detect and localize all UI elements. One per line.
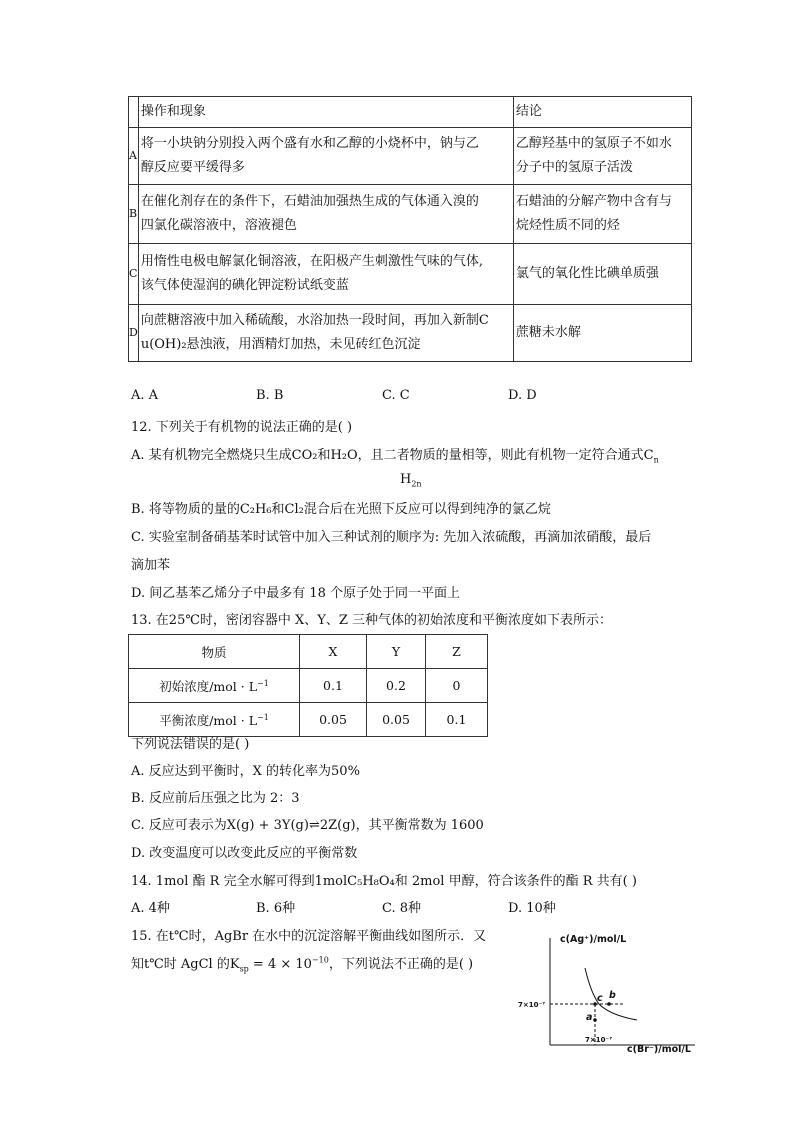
q12-stem: 12. 下列关于有机物的说法正确的是( ) — [131, 420, 353, 435]
table-row — [129, 703, 488, 737]
q14-option-b: B. 6种 — [256, 901, 296, 916]
q12-a-cont-text: H — [400, 472, 412, 487]
q14-option-a: A. 4种 — [131, 901, 170, 916]
row-label: D — [129, 305, 139, 362]
q12-a-cont-sub: 2n — [411, 479, 422, 489]
q12-option-c-cont: 滴加苯 — [131, 558, 171, 573]
row-label-initial — [129, 669, 300, 703]
op-line: 四氯化碳溶液中，溶液褪色 — [140, 218, 297, 233]
point-b — [607, 1002, 611, 1006]
cell-value: 0.2 — [367, 669, 426, 703]
cell-value: 0.1 — [300, 669, 367, 703]
op-line: u(OH)₂悬浊液，用酒精灯加热，未见砖红色沉淀 — [140, 337, 421, 352]
header-conclusion: 结论 — [513, 97, 691, 128]
q15-stem-text: 知t℃时 AgCl 的K — [131, 957, 240, 972]
table-row — [129, 244, 692, 305]
cell-value: 0 — [426, 669, 488, 703]
operation-cell — [138, 244, 513, 305]
point-a-label: a — [586, 1012, 593, 1023]
header-operation: 操作和现象 — [138, 97, 513, 128]
row-label-equilibrium — [129, 703, 300, 737]
cell-value: 0.05 — [300, 703, 367, 737]
q14-stem: 14. 1mol 酯 R 完全水解可得到1molC₅H₈O₄和 2mol 甲醇，符合该条件的酯 R 共有( ) — [131, 874, 637, 889]
operation-cell — [138, 185, 513, 244]
unit-sup: −1 — [257, 712, 269, 722]
q15-stem-line2 — [131, 953, 473, 974]
conclusion-line: 烷烃性质不同的烃 — [515, 218, 620, 233]
point-c-label: c — [597, 993, 603, 1004]
q13-ask: 下列说法错误的是( ) — [131, 737, 250, 752]
cell-value: 0.1 — [426, 703, 488, 737]
q15-stem-end: ，下列说法不正确的是( ) — [328, 957, 474, 972]
q15-ksp-value: = 4 × 10 — [248, 957, 312, 972]
q12-a-text: A. 某有机物完全燃烧只生成CO₂和H₂O，且二者物质的量相等，则此有机物一定符合通式C — [131, 448, 654, 463]
header-substance: 物质 — [129, 635, 300, 669]
q12-option-b: B. 将等物质的量的C₂H₆和Cl₂混合后在光照下反应可以得到纯净的氯乙烷 — [131, 502, 551, 517]
solubility-curve-graph — [515, 930, 700, 1055]
op-line: 在催化剂存在的条件下，石蜡油加强热生成的气体通入溴的 — [140, 194, 479, 209]
y-axis-label: c(Ag⁺)/mol/L — [560, 934, 627, 945]
table-row — [129, 669, 488, 703]
option-b: B. B — [256, 388, 284, 403]
q13-option-a: A. 反应达到平衡时，X 的转化率为50% — [131, 764, 360, 779]
table-corner — [129, 97, 139, 128]
ksp-sub: sp — [239, 964, 249, 974]
table-row — [129, 635, 488, 669]
table-row — [129, 305, 692, 362]
conclusion-line: 石蜡油的分解产物中含有与 — [515, 194, 672, 209]
op-line: 用惰性电极电解氯化铜溶液，在阳极产生刺激性气味的气体, — [140, 254, 483, 269]
operation-cell — [138, 128, 513, 185]
equilibrium-label: 平衡浓度/mol · L — [159, 712, 257, 728]
q13-option-c: C. 反应可表示为X(g) + 3Y(g)⇌2Z(g)，其平衡常数为 1600 — [131, 818, 484, 833]
q13-option-d: D. 改变温度可以改变此反应的平衡常数 — [131, 846, 358, 861]
operation-cell — [138, 305, 513, 362]
point-a — [593, 1018, 597, 1022]
x-tick-label: 7×10⁻⁷ — [585, 1036, 613, 1044]
x-axis-label: c(Br⁻)/mol/L — [627, 1044, 691, 1055]
option-d: D. D — [508, 388, 537, 403]
unit-sup: −1 — [257, 678, 269, 688]
point-b-label: b — [609, 990, 616, 1001]
row-label: B — [129, 185, 139, 244]
q12-a-sub: n — [653, 455, 659, 465]
op-line: 醇反应要平缓得多 — [140, 160, 245, 175]
option-a: A. A — [131, 388, 159, 403]
q14-option-c: C. 8种 — [382, 901, 422, 916]
experiment-table — [128, 96, 692, 362]
q12-option-d: D. 间乙基苯乙烯分子中最多有 18 个原子处于同一平面上 — [131, 586, 461, 601]
cell-value: 0.05 — [367, 703, 426, 737]
op-line: 该气体使湿润的碘化钾淀粉试纸变蓝 — [140, 278, 349, 293]
ksp-exponent: −10 — [311, 955, 329, 965]
q12-option-c: C. 实验室制备硝基苯时试管中加入三种试剂的顺序为: 先加入浓硫酸，再滴加浓硝酸，最后 — [131, 530, 652, 545]
conclusion-cell — [513, 185, 691, 244]
q12-option-a — [131, 444, 659, 465]
conclusion-cell: 蔗糖未水解 — [513, 305, 691, 362]
header-x: X — [300, 635, 367, 669]
conclusion-cell: 氯气的氧化性比碘单质强 — [513, 244, 691, 305]
conclusion-cell — [513, 128, 691, 185]
q13-option-b: B. 反应前后压强之比为 2：3 — [131, 791, 300, 806]
q15-stem-line1: 15. 在t℃时，AgBr 在水中的沉淀溶解平衡曲线如图所示．又 — [131, 929, 487, 944]
concentration-table — [128, 634, 488, 737]
header-y: Y — [367, 635, 426, 669]
table-row — [129, 128, 692, 185]
op-line: 将一小块钠分别投入两个盛有水和乙醇的小烧杯中，钠与乙 — [140, 136, 479, 151]
conclusion-line: 分子中的氢原子活泼 — [515, 160, 633, 175]
op-line: 向蔗糖溶液中加入稀硫酸，水浴加热一段时间，再加入新制C — [140, 313, 489, 328]
q12-option-a-cont — [400, 472, 422, 489]
header-z: Z — [426, 635, 488, 669]
y-tick-label: 7×10⁻⁷ — [518, 1001, 546, 1009]
conclusion-line: 乙醇羟基中的氢原子不如水 — [515, 136, 672, 151]
q14-option-d: D. 10种 — [508, 901, 556, 916]
table-row — [129, 185, 692, 244]
row-label: A — [129, 128, 139, 185]
initial-label: 初始浓度/mol · L — [159, 678, 257, 694]
row-label: C — [129, 244, 139, 305]
q13-stem: 13. 在25℃时，密闭容器中 X、Y、Z 三种气体的初始浓度和平衡浓度如下表所示： — [131, 613, 613, 628]
option-c: C. C — [382, 388, 410, 403]
